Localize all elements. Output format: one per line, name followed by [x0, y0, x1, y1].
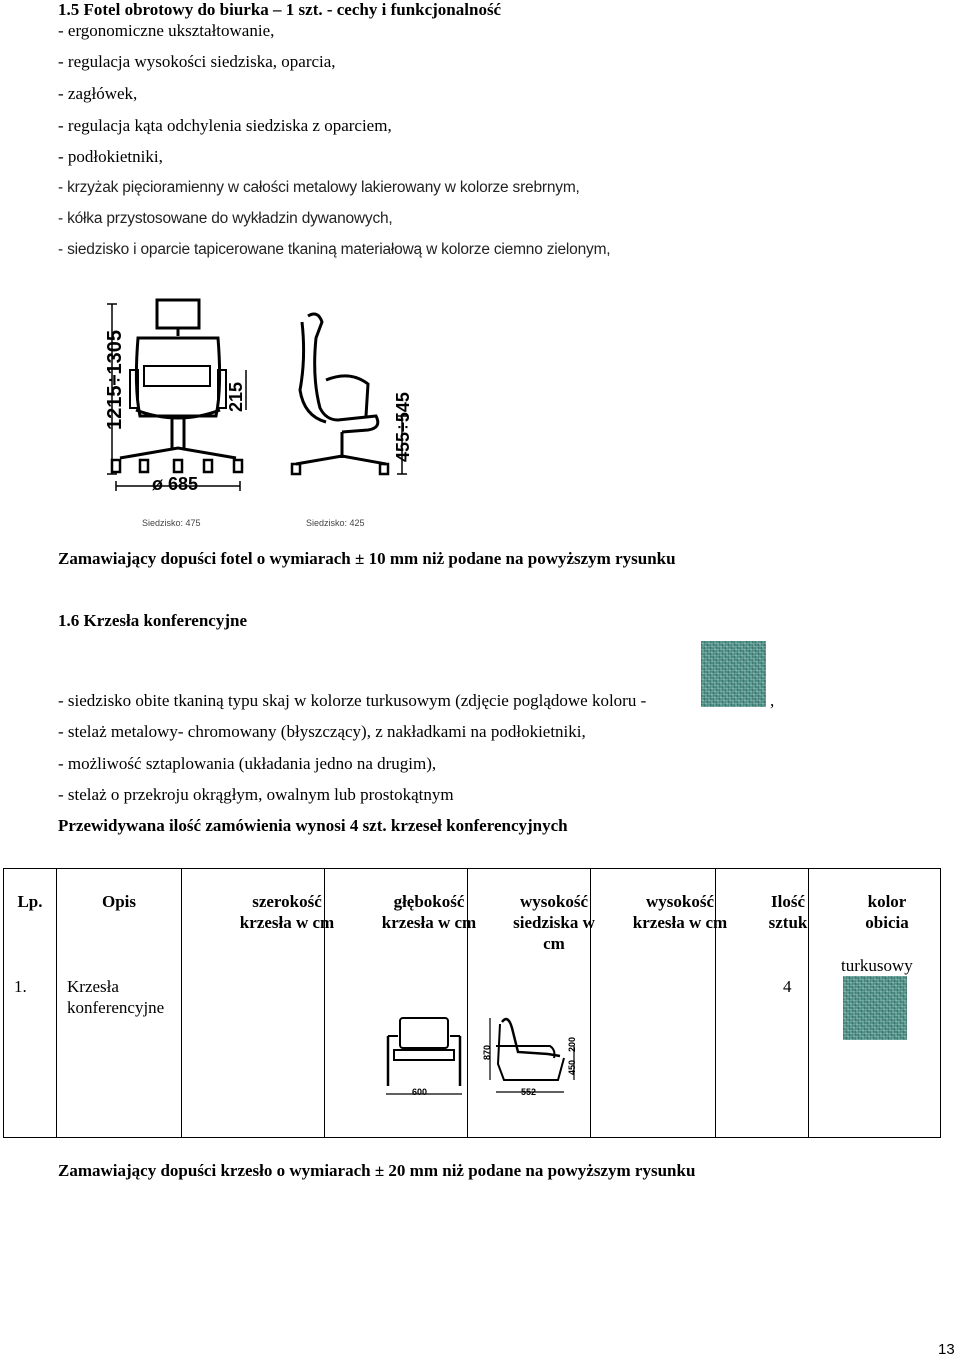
trailing-comma: ,: [770, 691, 775, 710]
row-color-swatch: [843, 976, 907, 1040]
row-quantity: 4: [783, 977, 792, 996]
feature-item: - możliwość sztaplowania (układania jedno na drugim),: [58, 754, 437, 773]
row-lp: 1.: [14, 977, 27, 996]
conf-arm-label: 200: [567, 1036, 577, 1052]
headrest: [157, 300, 199, 328]
backrest: [136, 338, 219, 416]
chair-tolerance-note: Zamawiający dopuści fotel o wymiarach ± 10 mm niż podane na powyższym rysunku: [58, 549, 676, 568]
section-title-1-6: 1.6 Krzesła konferencyjne: [58, 611, 248, 630]
base-diameter-label: ø 685: [152, 474, 199, 494]
feature-item: - krzyżak pięcioramienny w całości metalowy lakierowany w kolorze srebrnym,: [58, 179, 580, 196]
header-lp: Lp.: [17, 892, 43, 911]
feature-item: - ergonomiczne ukształtowanie,: [58, 21, 275, 40]
order-quantity-note: Przewidywana ilość zamówienia wynosi 4 szt. krzeseł konferencyjnych: [58, 816, 568, 835]
header-color: kolor obicia: [865, 892, 909, 932]
feature-item: - siedzisko obite tkaniną typu skaj w kolorze turkusowym (zdjęcie poglądowe koloru -: [58, 691, 647, 710]
feature-item: - siedzisko i oparcie tapicerowane tkaniną materiałową w kolorze ciemno zielonym,: [58, 241, 611, 258]
height-dimension-label: 1215÷1305: [104, 330, 126, 430]
conf-depth-label: 552: [521, 1087, 537, 1097]
header-seat-height: wysokość siedziska w cm: [513, 892, 595, 953]
conf-height-label: 870: [482, 1044, 492, 1060]
feature-item: - zagłówek,: [58, 84, 138, 103]
turquoise-fabric-swatch: [701, 641, 766, 707]
feature-item: - podłokietniki,: [58, 147, 163, 166]
page-number: 13: [938, 1341, 955, 1358]
caption-front: Siedzisko: 475: [142, 518, 201, 528]
header-quantity: Ilość sztuk: [768, 892, 808, 932]
caption-side: Siedzisko: 425: [306, 518, 365, 528]
conference-tolerance-note: Zamawiający dopuści krzesło o wymiarach ± 20 mm niż podane na powyższym rysunku: [58, 1161, 696, 1180]
seat-height-dimension-label: 455÷545: [393, 392, 413, 462]
header-depth: głębokość krzesła w cm: [381, 892, 477, 932]
row-description: Krzesła konferencyjne: [67, 977, 165, 1017]
header-width: szerokość krzesła w cm: [239, 892, 335, 932]
row-color: turkusowy: [841, 956, 913, 975]
feature-item: - regulacja kąta odchylenia siedziska z oparciem,: [58, 116, 392, 135]
conf-width-label: 600: [412, 1087, 428, 1097]
conf-seat-label: 450: [567, 1059, 577, 1075]
header-opis: Opis: [101, 892, 137, 911]
feature-item: - stelaż metalowy- chromowany (błyszczący), z nakładkami na podłokietniki,: [58, 722, 586, 741]
office-chair-drawing: [80, 298, 420, 538]
section-title-1-5: 1.5 Fotel obrotowy do biurka – 1 szt. - cechy i funkcjonalność: [58, 0, 502, 19]
feature-item: - regulacja wysokości siedziska, oparcia,: [58, 52, 336, 71]
feature-item: - kółka przystosowane do wykładzin dywanowych,: [58, 210, 393, 227]
header-chair-height: wysokość krzesła w cm: [632, 892, 728, 932]
back-dimension-label: 215: [226, 381, 246, 412]
feature-item: - stelaż o przekroju okrągłym, owalnym lub prostokątnym: [58, 785, 454, 804]
